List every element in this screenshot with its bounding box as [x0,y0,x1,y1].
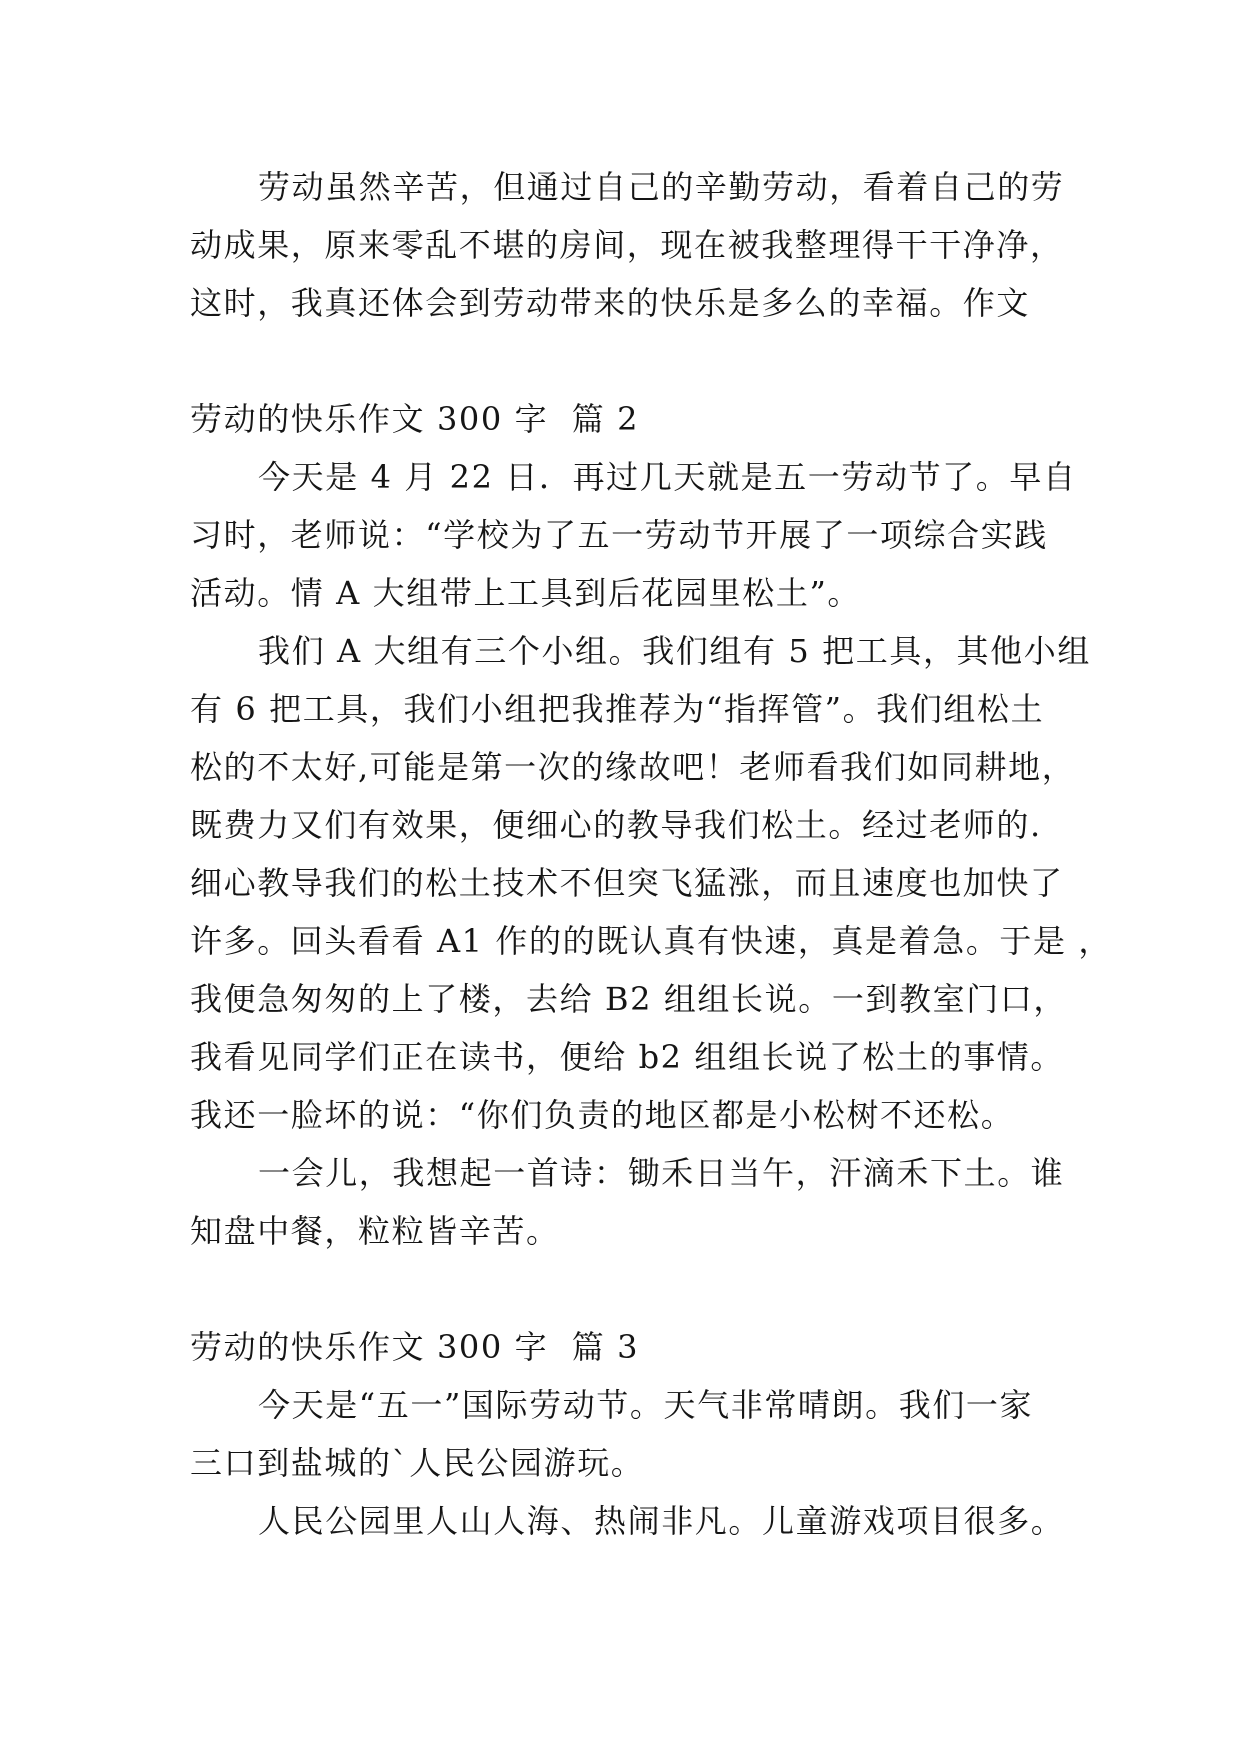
text-line: 有 6 把工具，我们小组把我推荐为“指挥管”。我们组松土 [190,690,1045,728]
text-line: 松的不太好,可能是第一次的缘故吧！老师看我们如同耕地， [190,748,1076,786]
paragraph [190,1492,1090,1550]
document-page [190,158,1112,1550]
text-line: 今天是 4 月 22 日．再过几天就是五一劳动节了。早自 [258,458,1077,496]
text-line: 这时，我真还体会到劳动带来的快乐是多么的幸福。作文 [190,284,1031,322]
text-line: 我们 A 大组有三个小组。我们组有 5 把工具，其他小组 [258,632,1091,670]
paragraph [190,1144,1090,1260]
section-heading: 劳动的快乐作文 300 字 篇 2 [190,400,640,438]
text-line: 我看见同学们正在读书，便给 b2 组组长说了松土的事情。 [190,1038,1064,1076]
section-heading: 劳动的快乐作文 300 字 篇 3 [190,1328,640,1366]
essay-section-2 [190,390,1112,1260]
text-line: 今天是“五一”国际劳动节。天气非常晴朗。我们一家 [258,1386,1034,1424]
text-line: 许多。回头看看 A1 作的的既认真有快速，真是着急。于是 ， [190,922,1112,960]
text-line: 我还一脸坏的说：“你们负责的地区都是小松树不还松。 [190,1096,1015,1134]
text-line: 三口到盐城的`人民公园游玩。 [190,1444,645,1482]
text-line: 我便急匆匆的上了楼，去给 B2 组组长说。一到教室门口， [190,980,1068,1018]
text-line: 活动。情 A 大组带上工具到后花园里松土”。 [190,574,862,612]
text-line: 人民公园里人山人海、热闹非凡。儿童游戏项目很多。 [258,1502,1065,1540]
text-line: 知盘中餐，粒粒皆辛苦。 [190,1212,560,1250]
paragraph [190,448,1090,622]
text-line: 既费力又们有效果，便细心的教导我们松土。经过老师的. [190,806,1042,844]
paragraph [190,1376,1090,1492]
paragraph [190,622,1112,1144]
text-line: 细心教导我们的松土技术不但突飞猛涨，而且速度也加快了 [190,864,1064,902]
text-line: 习时，老师说：“学校为了五一劳动节开展了一项综合实践 [190,516,1048,554]
text-line: 动成果，原来零乱不堪的房间，现在被我整理得干干净净， [190,226,1064,264]
text-line: 劳动虽然辛苦，但通过自己的辛勤劳动，看着自己的劳 [258,168,1065,206]
intro-paragraph [190,158,1090,332]
essay-section-3 [190,1318,1090,1550]
text-line: 一会儿，我想起一首诗：锄禾日当午，汗滴禾下土。谁 [258,1154,1065,1192]
